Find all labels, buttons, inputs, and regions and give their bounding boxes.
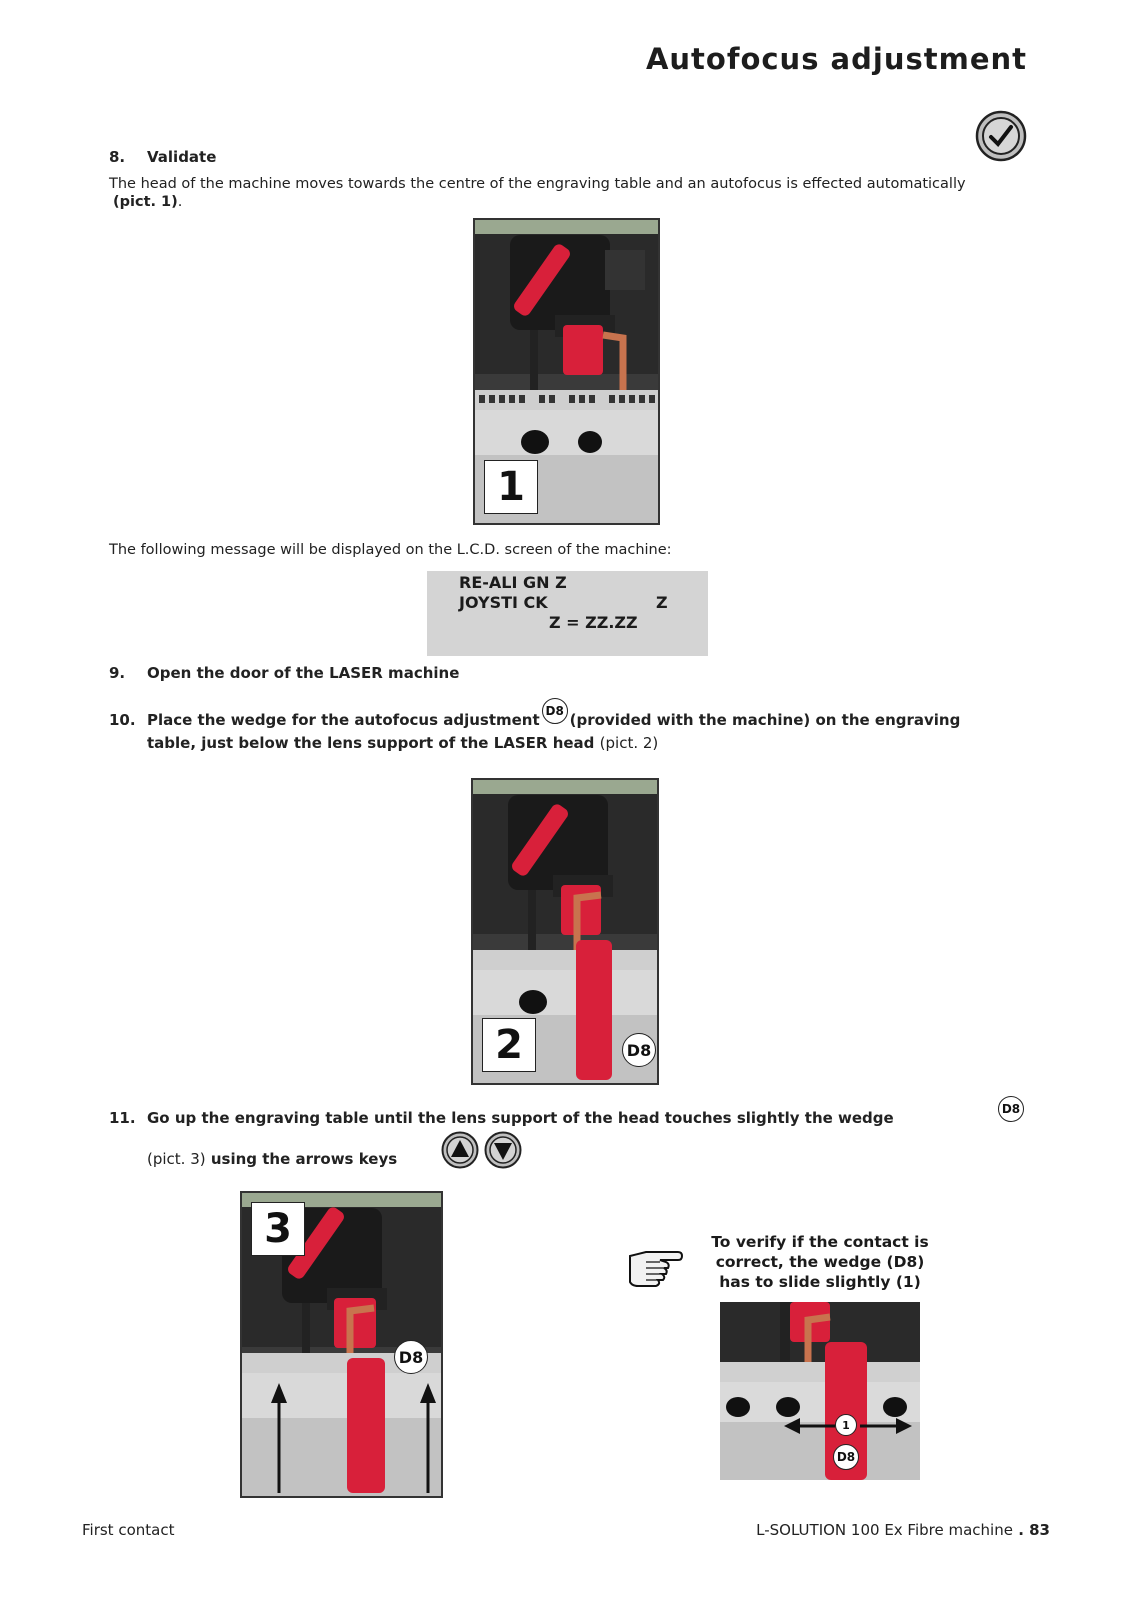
validate-check-icon	[975, 110, 1027, 162]
step-number: 10.	[109, 711, 136, 729]
footer-product-name: L-SOLUTION 100 Ex Fibre machine	[756, 1521, 1013, 1539]
tip-text	[690, 1232, 950, 1292]
photo-2-wedge-placement	[471, 778, 659, 1085]
d8-wedge-badge: D8	[998, 1096, 1024, 1122]
photo-4-wedge-slide	[720, 1302, 920, 1480]
pointing-hand-icon	[626, 1240, 684, 1294]
tip-line-2: correct, the wedge (D8)	[715, 1253, 925, 1271]
footer-section-name: First contact	[82, 1521, 175, 1539]
photo-number-2: 2	[482, 1018, 536, 1072]
step-8-heading	[109, 148, 216, 166]
pict-ref: (pict. 1)	[113, 194, 178, 210]
arrow-down-key-icon	[484, 1131, 522, 1169]
lcd-line-2-z: Z	[656, 593, 668, 612]
lcd-line-2: JOYSTI CK	[459, 593, 548, 612]
page-number: 83	[1029, 1521, 1050, 1539]
step-title: Open the door of the LASER machine	[147, 664, 460, 682]
d8-wedge-callout: D8	[622, 1033, 656, 1067]
step-11-part-b: using the arrows keys	[210, 1150, 398, 1168]
lcd-line-1: RE-ALI GN Z	[459, 573, 567, 592]
photo-3-table-raised	[240, 1191, 443, 1498]
step-8-body: The head of the machine moves towards the centre of the engraving table and an autofocus is effected automatically	[109, 176, 966, 192]
photo-number-3: 3	[251, 1202, 305, 1256]
d8-wedge-callout: D8	[833, 1444, 859, 1470]
pict-ref: (pict. 2)	[599, 734, 659, 752]
d8-wedge-callout: D8	[394, 1340, 428, 1374]
footer-separator: .	[1012, 1521, 1030, 1539]
pict-ref: (pict. 3)	[147, 1150, 206, 1168]
step-11-part-a: Go up the engraving table until the lens support of the head touches slightly the wedge	[147, 1109, 894, 1127]
lcd-intro-text: The following message will be displayed on the L.C.D. screen of the machine:	[109, 542, 672, 558]
step-11-line-2	[147, 1150, 397, 1168]
step-11-line-1	[109, 1109, 1034, 1127]
step-8-text	[109, 175, 1029, 211]
tip-line-3: has to slide slightly (1)	[719, 1273, 921, 1291]
d8-wedge-badge: D8	[542, 698, 568, 724]
photo-number-1: 1	[484, 460, 538, 514]
step-10-part-c: table, just below the lens support of the LASER head	[147, 734, 595, 752]
tip-line-1: To verify if the contact is	[711, 1233, 929, 1251]
page-title: Autofocus adjustment	[645, 42, 1027, 76]
arrow-up-key-icon	[441, 1131, 479, 1169]
lcd-message-box	[427, 571, 708, 656]
step-number: 8.	[109, 148, 126, 166]
lcd-line-3: Z = ZZ.ZZ	[549, 613, 638, 632]
step-10-part-b: (provided with the machine) on the engraving	[569, 711, 961, 729]
footer-manual-info	[756, 1521, 1050, 1539]
contact-marker: 1	[835, 1414, 857, 1436]
step-title: Validate	[147, 148, 217, 166]
step-number: 11.	[109, 1109, 136, 1127]
punctuation: .	[177, 194, 183, 210]
step-10-part-a: Place the wedge for the autofocus adjustment	[147, 711, 540, 729]
step-9-heading	[109, 664, 459, 682]
step-10-text	[109, 704, 1034, 752]
step-number: 9.	[109, 664, 126, 682]
photo-1-laser-head	[473, 218, 660, 525]
